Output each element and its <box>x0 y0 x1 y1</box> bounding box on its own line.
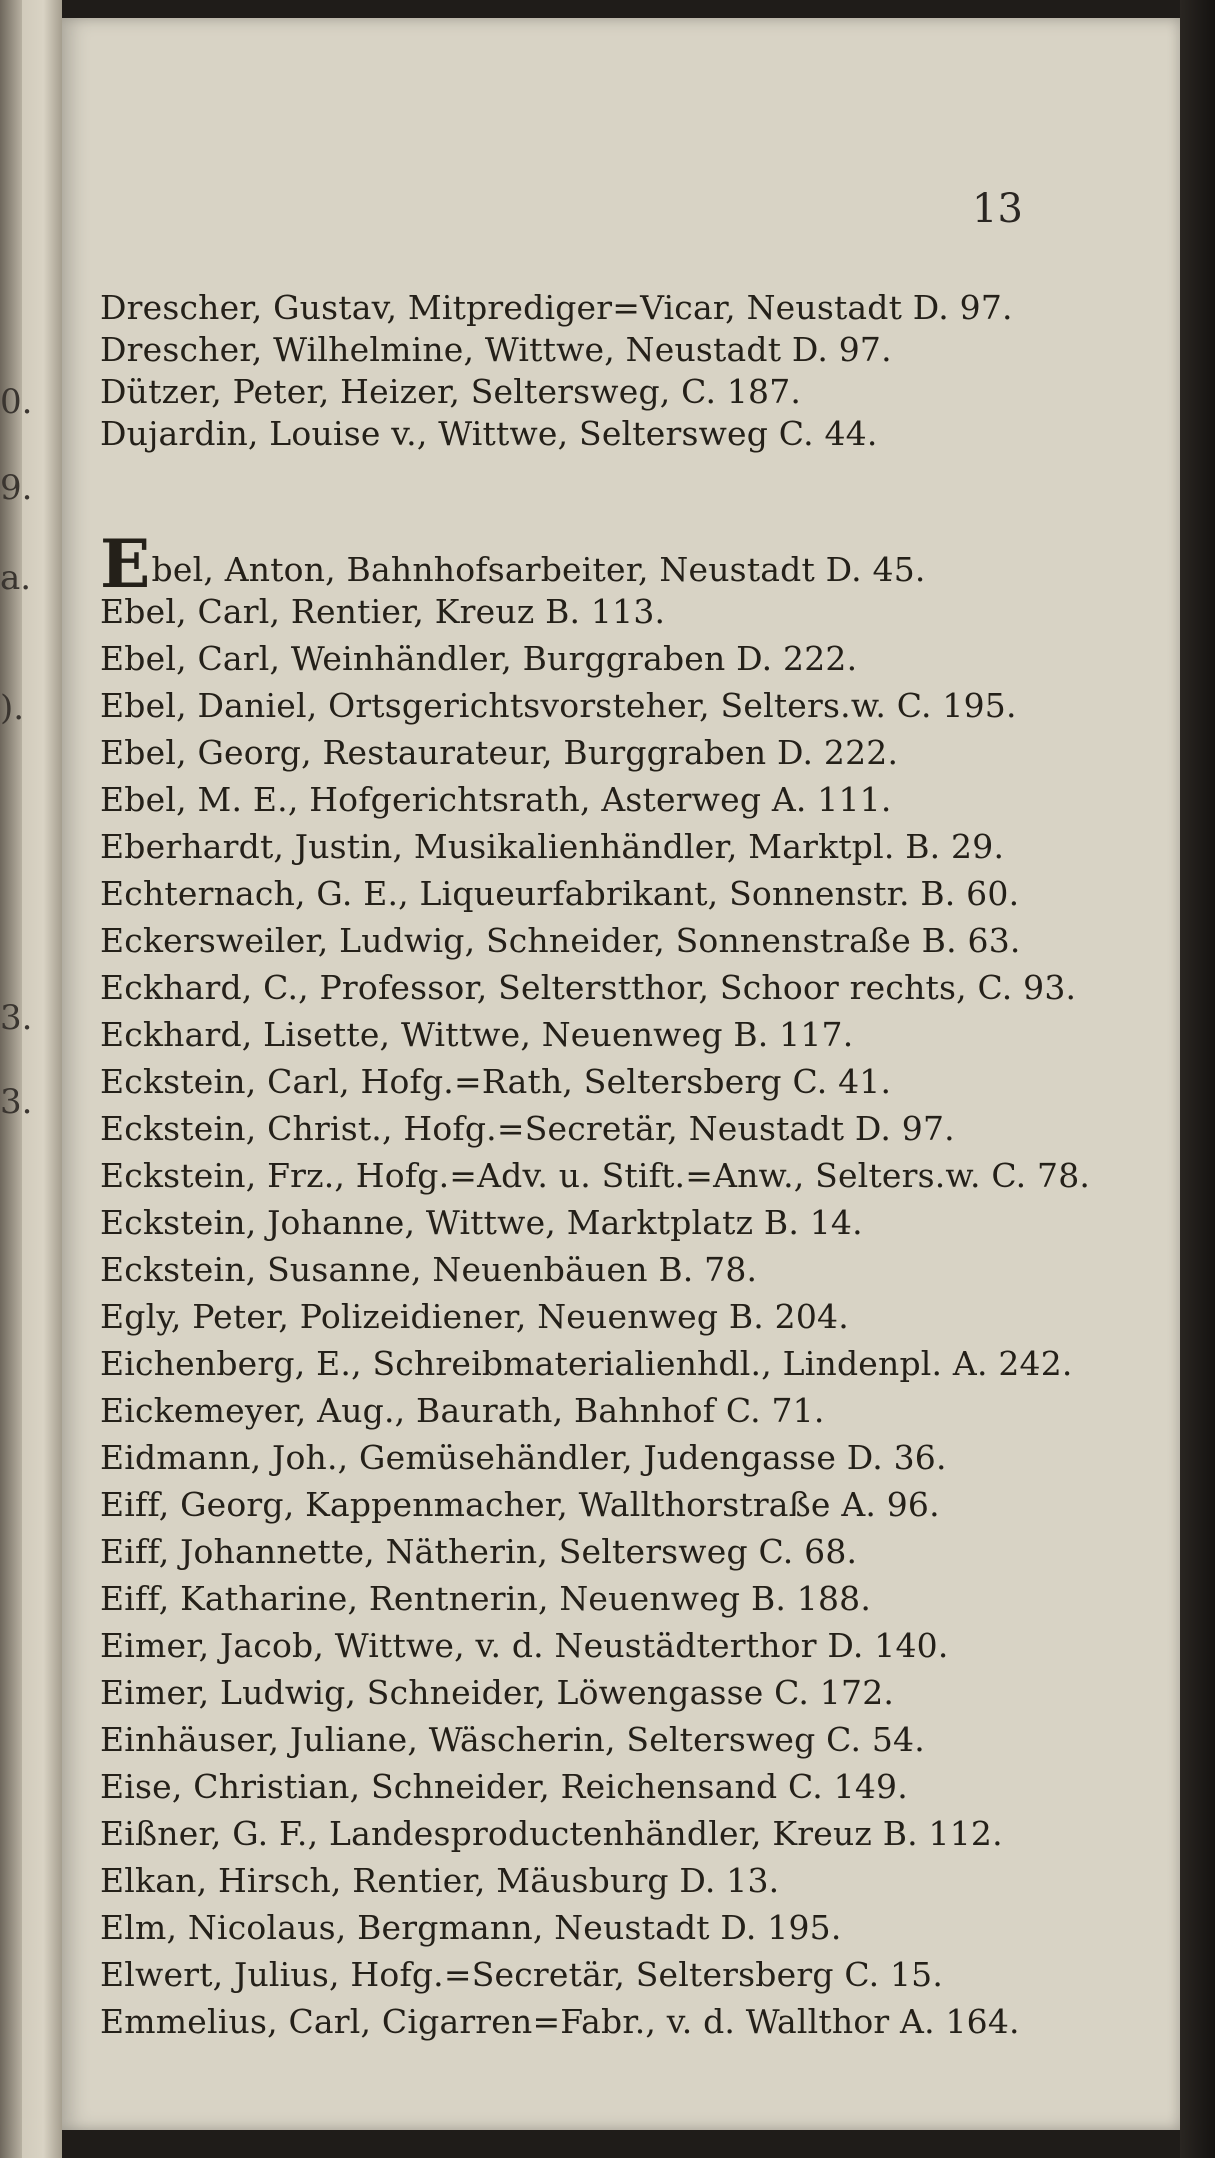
page-edge-shadow <box>1180 0 1215 2158</box>
previous-page-fragment: 0. <box>0 382 33 422</box>
directory-entry: Eichenberg, E., Schreibmaterialienhdl., Lindenpl. A. 242. <box>100 1344 1073 1383</box>
directory-entry: Ebel, Daniel, Ortsgerichtsvorsteher, Selters.w. C. 195. <box>100 686 1017 725</box>
previous-page-fragment: 9. <box>0 468 33 508</box>
directory-entry: Elm, Nicolaus, Bergmann, Neustadt D. 195. <box>100 1908 842 1947</box>
directory-entry: Echternach, G. E., Liqueurfabrikant, Sonnenstr. B. 60. <box>100 874 1020 913</box>
directory-entry: Eickemeyer, Aug., Baurath, Bahnhof C. 71. <box>100 1391 825 1430</box>
directory-page <box>62 18 1180 2130</box>
directory-entry: Eckstein, Johanne, Wittwe, Marktplatz B. 14. <box>100 1203 863 1242</box>
directory-entry: Elwert, Julius, Hofg.=Secretär, Seltersberg C. 15. <box>100 1955 944 1994</box>
directory-entry: Emmelius, Carl, Cigarren=Fabr., v. d. Wallthor A. 164. <box>100 2002 1020 2041</box>
directory-entry-text: bel, Anton, Bahnhofsarbeiter, Neustadt D. 45. <box>151 550 926 589</box>
directory-entry: Eiff, Georg, Kappenmacher, Wallthorstraße A. 96. <box>100 1485 940 1524</box>
directory-entry: Eckstein, Frz., Hofg.=Adv. u. Stift.=Anw., Selters.w. C. 78. <box>100 1156 1091 1195</box>
directory-entry: Eiff, Johannette, Nätherin, Seltersweg C. 68. <box>100 1532 858 1571</box>
directory-entry: Dützer, Peter, Heizer, Seltersweg, C. 187. <box>100 372 802 411</box>
directory-entry: Eckhard, Lisette, Wittwe, Neuenweg B. 117. <box>100 1015 854 1054</box>
directory-entry: Eimer, Jacob, Wittwe, v. d. Neustädterthor D. 140. <box>100 1626 949 1665</box>
directory-entry: Drescher, Wilhelmine, Wittwe, Neustadt D. 97. <box>100 330 892 369</box>
previous-page-edge <box>0 0 62 2158</box>
directory-entry: Eckersweiler, Ludwig, Schneider, Sonnenstraße B. 63. <box>100 921 1021 960</box>
directory-entry: Ebel, Carl, Rentier, Kreuz B. 113. <box>100 592 666 631</box>
directory-entry: Eckhard, C., Professor, Selterstthor, Schoor rechts, C. 93. <box>100 968 1077 1007</box>
previous-page-fragment: 3. <box>0 1082 33 1122</box>
directory-entry: Ebel, M. E., Hofgerichtsrath, Asterweg A. 111. <box>100 780 892 819</box>
page-number: 13 <box>972 186 1023 232</box>
previous-page-fragment: 3. <box>0 998 33 1038</box>
directory-entry: Einhäuser, Juliane, Wäscherin, Seltersweg C. 54. <box>100 1720 925 1759</box>
directory-entry: Eimer, Ludwig, Schneider, Löwengasse C. 172. <box>100 1673 895 1712</box>
directory-entry-section-start <box>100 525 1160 603</box>
book-spine <box>0 0 25 2158</box>
directory-entry: Eise, Christian, Schneider, Reichensand C. 149. <box>100 1767 908 1806</box>
directory-entry: Ebel, Georg, Restaurateur, Burggraben D. 222. <box>100 733 899 772</box>
directory-entry: Eckstein, Carl, Hofg.=Rath, Seltersberg C. 41. <box>100 1062 892 1101</box>
directory-entry: Elkan, Hirsch, Rentier, Mäusburg D. 13. <box>100 1861 780 1900</box>
directory-entry: Egly, Peter, Polizeidiener, Neuenweg B. 204. <box>100 1297 849 1336</box>
previous-page-fragment: a. <box>0 558 32 598</box>
directory-entry: Eidmann, Joh., Gemüsehändler, Judengasse D. 36. <box>100 1438 947 1477</box>
directory-entry: Eberhardt, Justin, Musikalienhändler, Marktpl. B. 29. <box>100 827 1005 866</box>
directory-entry: Eckstein, Susanne, Neuenbäuen B. 78. <box>100 1250 758 1289</box>
directory-entry: Eckstein, Christ., Hofg.=Secretär, Neustadt D. 97. <box>100 1109 955 1148</box>
directory-entry: Ebel, Carl, Weinhändler, Burggraben D. 222. <box>100 639 858 678</box>
directory-entry: Eiff, Katharine, Rentnerin, Neuenweg B. 188. <box>100 1579 872 1618</box>
directory-entry: Dujardin, Louise v., Wittwe, Seltersweg C. 44. <box>100 414 878 453</box>
section-initial: E <box>100 525 151 603</box>
directory-entry: Eißner, G. F., Landesproductenhändler, Kreuz B. 112. <box>100 1814 1003 1853</box>
directory-entry: Drescher, Gustav, Mitprediger=Vicar, Neustadt D. 97. <box>100 288 1013 327</box>
previous-page-fragment: ). <box>0 688 25 728</box>
